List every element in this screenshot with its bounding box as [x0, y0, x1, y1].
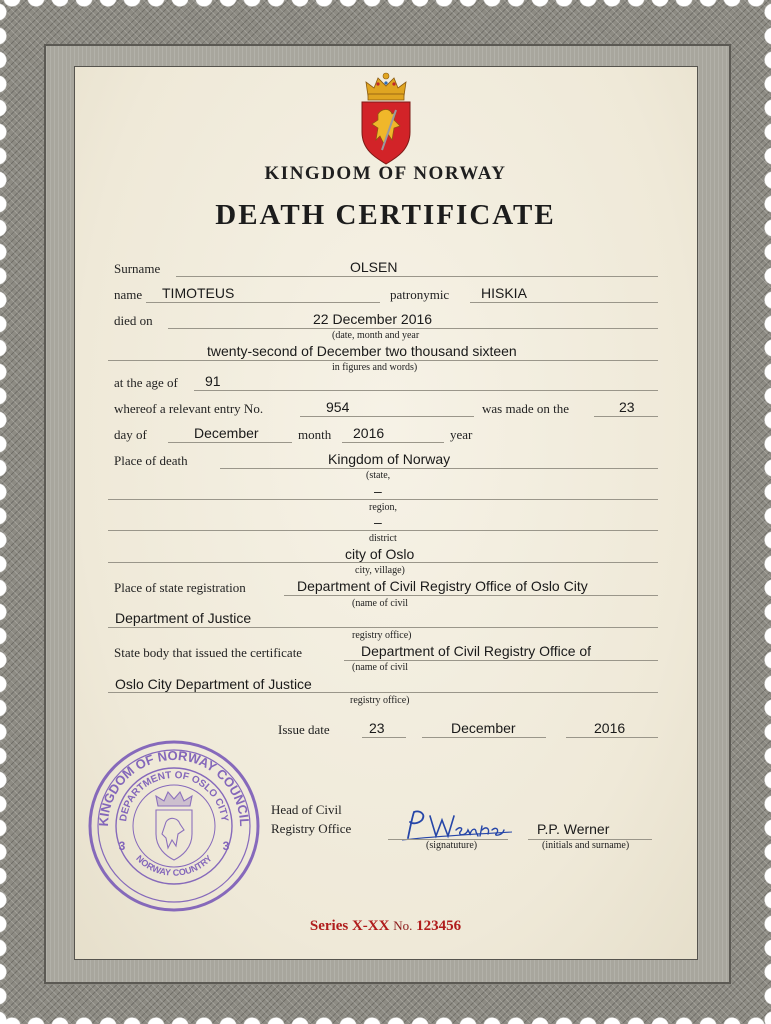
signer-name-value: P.P. Werner: [537, 821, 610, 837]
city-hint: city, village): [355, 565, 405, 576]
name-line: [146, 302, 380, 303]
registration-label: Place of state registration: [114, 580, 246, 595]
made-on-label: was made on the: [482, 401, 570, 416]
signature-hint: (signatuture): [426, 840, 478, 851]
place-state-value: Kingdom of Norway: [328, 451, 451, 467]
name-label: name: [114, 287, 143, 302]
entry-label: whereof a relevant entry No.: [114, 401, 264, 416]
issuer-label: State body that issued the certificate: [114, 645, 303, 660]
issuer-hint-2: registry office): [350, 695, 410, 706]
date-hint-2: in figures and words): [332, 362, 418, 373]
coat-of-arms-icon: [356, 70, 416, 165]
patronymic-value: HISKIA: [481, 285, 527, 301]
kingdom-heading: KINGDOM OF NORWAY: [264, 163, 507, 184]
registration-hint-2: registry office): [352, 630, 412, 641]
state-hint: (state,: [366, 470, 391, 481]
city-line: [108, 562, 658, 563]
issue-month-line: [422, 737, 546, 738]
died-on-words-line: [108, 360, 658, 361]
age-label: at the age of: [114, 375, 178, 390]
date-hint-1: (date, month and year: [332, 330, 420, 341]
age-value: 91: [205, 373, 221, 389]
stamp-outer-text: KINGDOM OF NORWAY COUNCIL: [95, 747, 253, 827]
city-value: city of Oslo: [345, 546, 415, 562]
issue-year-line: [566, 737, 658, 738]
entry-month-line: [168, 442, 292, 443]
series-no-label: No.: [393, 918, 413, 933]
issue-date-label: Issue date: [278, 722, 330, 737]
name-value: TIMOTEUS: [162, 285, 235, 301]
stamp-inner-text: DEPARTMENT OF OSLO CITY: [118, 769, 230, 823]
issuer-hint-1: (name of civil: [352, 662, 409, 673]
district-line: [108, 530, 658, 531]
region-hint: region,: [369, 502, 398, 513]
series-label: Series X-XX: [309, 918, 390, 934]
issue-month-value: December: [451, 720, 516, 736]
issue-year-value: 2016: [594, 720, 626, 736]
issue-day-line: [362, 737, 406, 738]
entry-line: [300, 416, 474, 417]
border-scallop-bottom: [0, 1014, 771, 1024]
age-line: [194, 390, 658, 391]
issuer-line-2: [108, 692, 658, 693]
year-label: year: [450, 427, 473, 442]
registration-line-2: [108, 627, 658, 628]
died-on-words: twenty-second of December two thousand sixteen: [207, 343, 517, 359]
stamp-number-left: 3: [118, 839, 126, 853]
place-of-death-label: Place of death: [114, 453, 188, 468]
head-label-2: Registry Office: [271, 821, 352, 836]
registration-hint-1: (name of civil: [352, 598, 409, 609]
issuer-value-1: Department of Civil Registry Office of: [361, 643, 592, 659]
patronymic-line: [470, 302, 658, 303]
signer-name-hint: (initials and surname): [542, 840, 630, 851]
series-number: [0, 918, 771, 935]
place-state-line: [220, 468, 658, 469]
head-label-1: Head of Civil: [271, 802, 342, 817]
stamp-number-right: 3: [222, 839, 230, 853]
died-on-label: died on: [114, 313, 153, 328]
entry-day-line: [594, 416, 658, 417]
certificate-title: DEATH CERTIFICATE: [215, 199, 556, 231]
died-on-value: 22 December 2016: [313, 311, 433, 327]
entry-day-value: 23: [619, 399, 635, 415]
region-line: [108, 499, 658, 500]
month-label: month: [298, 427, 332, 442]
stamp-crest-icon: [156, 792, 192, 860]
entry-year-line: [342, 442, 444, 443]
region-value: –: [374, 483, 382, 499]
entry-month-value: December: [194, 425, 259, 441]
issue-day-value: 23: [369, 720, 385, 736]
surname-value: OLSEN: [350, 259, 398, 275]
border-scallop-left: [0, 0, 10, 1024]
entry-year-value: 2016: [353, 425, 385, 441]
district-value: –: [374, 514, 382, 530]
registration-value-2: Department of Justice: [115, 610, 252, 626]
border-scallop-right: [761, 0, 771, 1024]
issuer-line-1: [344, 660, 658, 661]
issuer-value-2: Oslo City Department of Justice: [115, 676, 312, 692]
district-hint: district: [369, 533, 397, 544]
day-of-label: day of: [114, 427, 147, 442]
registration-value-1: Department of Civil Registry Office of Oslo City: [297, 578, 588, 594]
stamp-bottom-text: NORWAY COUNTRY: [134, 853, 214, 878]
entry-no-value: 954: [326, 399, 350, 415]
died-on-line: [168, 328, 658, 329]
border-scallop-top: [0, 0, 771, 10]
official-stamp: [86, 738, 262, 914]
patronymic-label: patronymic: [390, 287, 450, 302]
series-number-value: 123456: [416, 918, 462, 934]
surname-label: Surname: [114, 261, 161, 276]
registration-line-1: [284, 595, 658, 596]
surname-line: [176, 276, 658, 277]
